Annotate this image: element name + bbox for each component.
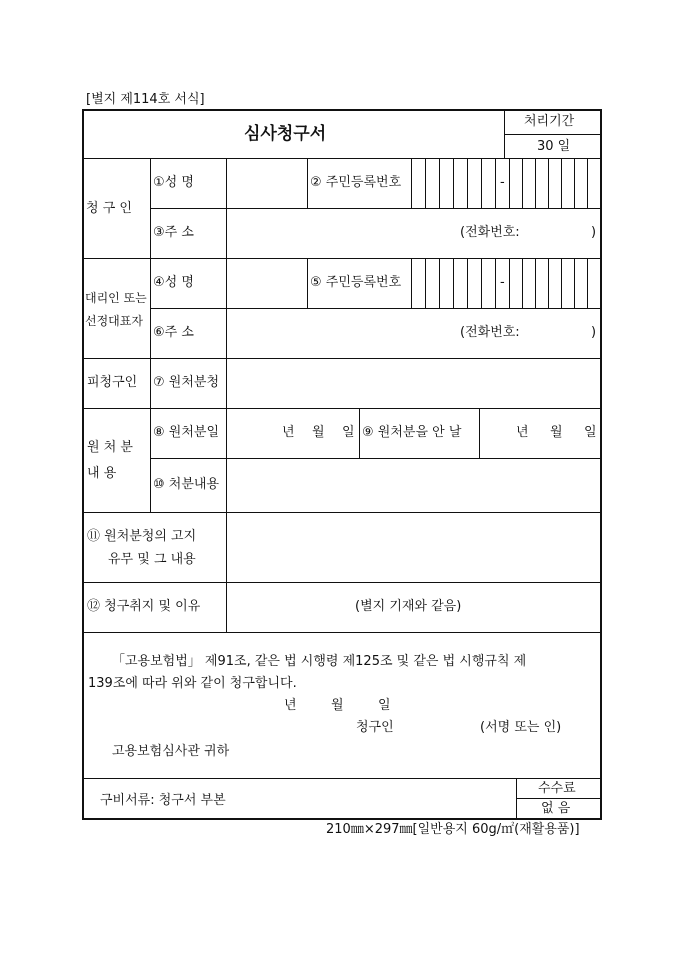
disposition-section-label-1: 원 처 분 <box>87 440 133 455</box>
rep-phone-close: ) <box>591 325 597 340</box>
disposition-known-month: 월 <box>550 425 563 440</box>
disposition-date-label: ⑧ 원처분일 <box>153 425 220 440</box>
disposition-date-year: 년 <box>282 425 295 440</box>
col1-divider <box>150 158 151 512</box>
rep-address-label: ⑥주 소 <box>153 325 194 340</box>
declaration-bottom-line <box>83 778 601 779</box>
respondent-agency-label: ⑦ 원처분청 <box>153 375 220 390</box>
claimant-rrn-label: ② 주민등록번호 <box>310 175 402 190</box>
declaration-day: 일 <box>378 698 391 713</box>
disposition-section-label-2: 내 용 <box>87 466 117 481</box>
border-bottom <box>82 818 602 820</box>
border-left <box>82 109 84 820</box>
processing-label: 처리기간 <box>524 114 575 129</box>
claimant-name-field[interactable] <box>227 159 307 208</box>
declaration-month: 월 <box>331 698 344 713</box>
rep-section-label-2: 선정대표자 <box>85 314 143 328</box>
fee-divider <box>516 778 517 819</box>
fee-mid-line <box>516 798 601 799</box>
disposition-known-label: ⑨ 원처분을 안 날 <box>362 425 462 440</box>
claimant-section-label: 청 구 인 <box>86 201 132 216</box>
declaration-line-2: 139조에 따라 위와 같이 청구합니다. <box>88 676 297 691</box>
declaration-line-1: 「고용보험법」 제91조, 같은 법 시행령 제125조 및 같은 법 시행규칙 제 <box>112 654 527 669</box>
signature-label: (서명 또는 인) <box>480 720 562 735</box>
form-number: [별지 제114호 서식] <box>86 92 205 107</box>
claimant-address-field[interactable] <box>227 209 600 258</box>
claimant-name-label: ①성 명 <box>153 175 194 190</box>
disposition-known-day: 일 <box>584 425 597 440</box>
rep-address-field[interactable] <box>227 309 600 358</box>
declaration-year: 년 <box>284 698 297 713</box>
attachments-label: 구비서류: 청구서 부본 <box>100 793 226 808</box>
header-bottom-line <box>83 158 601 159</box>
border-right <box>600 109 602 820</box>
fee-value: 없 음 <box>541 801 571 816</box>
rep-name-field[interactable] <box>227 259 307 308</box>
addressee: 고용보험심사관 귀하 <box>112 744 230 759</box>
disposition-content-label: ⑩ 처분내용 <box>153 477 220 492</box>
claimant-rrn-dash: - <box>500 175 505 190</box>
notice-bottom-line <box>83 582 601 583</box>
fee-label: 수수료 <box>538 781 576 796</box>
paper-spec: 210㎜×297㎜[일반용지 60g/㎡(재활용품)] <box>326 822 580 837</box>
declaration-claimant: 청구인 <box>356 720 394 735</box>
border-top <box>82 109 602 111</box>
claimant-phone-label: (전화번호: <box>460 225 520 240</box>
form-title: 심사청구서 <box>244 124 327 144</box>
purpose-label: ⑫ 청구취지 및 이유 <box>87 599 201 614</box>
rep-phone-label: (전화번호: <box>460 325 520 340</box>
notice-label-1: ⑪ 원처분청의 고지 <box>87 529 197 544</box>
notice-field[interactable] <box>227 513 600 582</box>
respondent-agency-field[interactable] <box>227 359 600 408</box>
disposition-date-month: 월 <box>312 425 325 440</box>
date-divider-1 <box>359 408 360 458</box>
processing-value: 30 일 <box>537 139 571 154</box>
purpose-value: (별지 기재와 같음) <box>355 599 462 614</box>
disposition-date-day: 일 <box>342 425 355 440</box>
disposition-known-field[interactable] <box>480 409 600 458</box>
disposition-content-field[interactable] <box>227 459 600 512</box>
claimant-phone-close: ) <box>591 225 597 240</box>
claimant-address-label: ③주 소 <box>153 225 194 240</box>
respondent-section-label: 피청구인 <box>87 375 138 390</box>
rep-rrn-dash: - <box>500 275 505 290</box>
rep-section-label-1: 대리인 또는 <box>85 291 147 305</box>
rep-rrn-divider <box>307 258 308 308</box>
purpose-bottom-line <box>83 632 601 633</box>
claimant-bottom-line <box>83 258 601 259</box>
notice-label-2: 유무 및 그 내용 <box>108 552 196 567</box>
rep-name-label: ④성 명 <box>153 275 194 290</box>
processing-mid-line <box>504 134 601 135</box>
disposition-known-year: 년 <box>516 425 529 440</box>
rep-rrn-label: ⑤ 주민등록번호 <box>310 275 402 290</box>
claimant-rrn-divider <box>307 158 308 208</box>
